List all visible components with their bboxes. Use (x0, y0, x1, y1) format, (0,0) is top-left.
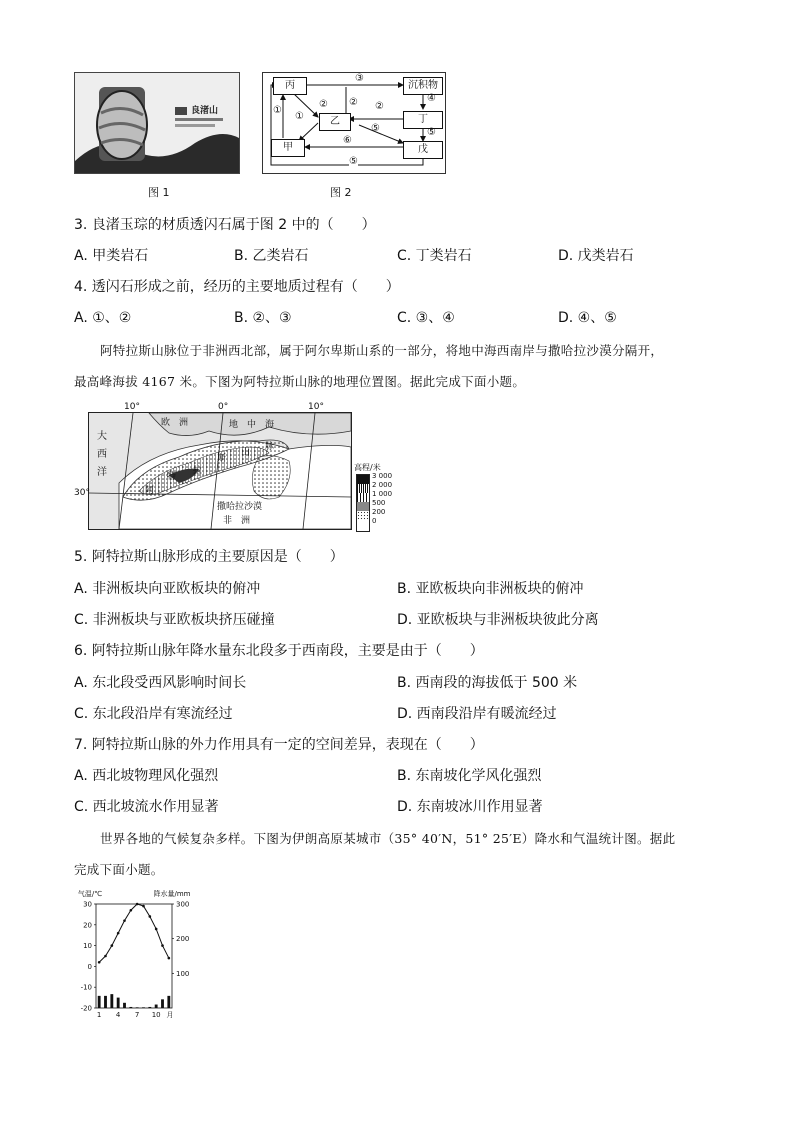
legend-swatches (356, 474, 370, 532)
box-jia (271, 139, 305, 157)
question-3-stem: 3. 良渚玉琮的材质透闪石属于图 2 中的（ ） (74, 217, 376, 233)
box-wu-label: 戊 (418, 144, 428, 155)
map-africa-label: 非 洲 (223, 516, 251, 526)
map-lon-label-2: 0° (218, 402, 229, 412)
arrow-label-3: ③ (355, 73, 364, 84)
temperature-point (130, 909, 133, 912)
question-7-stem: 7. 阿特拉斯山脉的外力作用具有一定的空间差异，表现在（ ） (74, 737, 484, 753)
chart-frame (96, 904, 172, 1008)
left-tick-label: -20 (80, 1004, 92, 1013)
question-6-stem: 6. 阿特拉斯山脉年降水量东北段多于西南段，主要是由于（ ） (74, 643, 484, 659)
temperature-point (117, 932, 120, 935)
map-lon-label-3: 10° (308, 402, 324, 412)
question-7-option-a[interactable]: A. 西北坡物理风化强烈 (74, 768, 219, 784)
map-sahara-label: 撒哈拉沙漠 (217, 499, 262, 512)
right-tick-label: 300 (176, 900, 190, 909)
legend-value-2000: 2 000 (372, 481, 393, 489)
logo-subtext (175, 124, 215, 127)
temperature-point (161, 944, 164, 947)
box-chenji (403, 77, 443, 95)
map-atlantic-label-3: 洋 (97, 467, 107, 478)
box-ding-label: 丁 (418, 114, 428, 125)
question-4-option-b[interactable]: B. ②、③ (234, 310, 292, 326)
precip-bar (167, 996, 170, 1008)
temperature-point (104, 955, 107, 958)
temperature-line (99, 904, 169, 962)
question-5-option-d[interactable]: D. 亚欧板块与非洲板块彼此分离 (397, 612, 599, 628)
right-axis-title: 降水量/mm (153, 890, 191, 898)
precip-bar (110, 994, 113, 1008)
arrow-label-2: ② (319, 99, 328, 110)
x-unit-label: 月 (166, 1011, 174, 1019)
legend-value-1000: 1 000 (372, 490, 393, 498)
left-tick-label: -10 (80, 983, 92, 992)
legend-value-0: 0 (372, 517, 377, 525)
atlas-map (88, 412, 352, 530)
left-tick-label: 20 (83, 921, 92, 930)
question-3-option-c[interactable]: C. 丁类岩石 (397, 248, 472, 264)
map-europe-label: 欧 洲 (161, 418, 189, 428)
map-mediterranean-label: 地 中 海 (229, 420, 275, 430)
precip-bar (117, 998, 120, 1008)
x-tick-label: 7 (134, 1011, 140, 1019)
question-6-option-c[interactable]: C. 东北段沿岸有寒流经过 (74, 706, 233, 722)
question-6-option-a[interactable]: A. 东北段受西风影响时间长 (74, 675, 247, 691)
temperature-point (155, 928, 158, 931)
temperature-point (111, 944, 114, 947)
arrow-label-2b: ② (349, 97, 358, 108)
question-6-option-b[interactable]: B. 西南段的海拔低于 500 米 (397, 675, 578, 691)
map-atlas-label-3: 拉 (193, 466, 203, 476)
figure-1 (74, 72, 240, 174)
left-tick-label: 0 (87, 962, 92, 971)
temperature-point (142, 905, 145, 908)
box-chenji-label: 沉积物 (408, 80, 438, 91)
precip-bar (161, 999, 164, 1008)
box-jia-label: 甲 (283, 142, 293, 153)
question-7-option-d[interactable]: D. 东南坡冰川作用显著 (397, 799, 543, 815)
left-tick-label: 30 (83, 900, 92, 909)
x-tick-label: 10 (151, 1011, 161, 1019)
map-atlas-label-1: 阿 (145, 486, 155, 496)
question-3-option-d[interactable]: D. 戊类岩石 (558, 248, 634, 264)
passage-1-line-1: 阿特拉斯山脉位于非洲西北部，属于阿尔卑斯山系的一部分，将地中海西南岸与撒哈拉沙漠分隔开， (100, 343, 664, 358)
logo-text: 良渚山 (191, 106, 219, 116)
map-atlas-label-6: 脉 (265, 442, 275, 452)
left-tick-label: 10 (83, 942, 92, 951)
precip-bar (129, 1007, 132, 1008)
logo-subtext (175, 118, 223, 121)
precip-bar (104, 996, 107, 1008)
map-lat-label: 30° (74, 488, 90, 498)
question-5-option-a[interactable]: A. 非洲板块向亚欧板块的俯冲 (74, 581, 261, 597)
box-wu (403, 141, 443, 159)
precip-bar (155, 1005, 158, 1008)
arrow-label-1: ① (273, 105, 282, 116)
map-lon-label-1: 10° (124, 402, 140, 412)
box-yi (319, 113, 351, 131)
x-tick-label: 4 (115, 1011, 121, 1019)
question-5-stem: 5. 阿特拉斯山脉形成的主要原因是（ ） (74, 549, 344, 565)
precip-bar (98, 996, 101, 1008)
arrow-label-2c: ② (375, 101, 384, 112)
legend-value-200: 200 (372, 508, 386, 516)
arrow-label-5b: ⑤ (371, 123, 380, 134)
box-bing (273, 77, 307, 95)
passage-1-line-2: 最高峰海拔 4167 米。下图为阿特拉斯山脉的地理位置图。据此完成下面小题。 (74, 374, 526, 389)
precip-bar (142, 1007, 145, 1008)
right-tick-label: 200 (176, 935, 190, 944)
question-6-option-d[interactable]: D. 西南段沿岸有暖流经过 (397, 706, 557, 722)
box-ding (403, 111, 443, 129)
map-atlas-label-2: 特 (167, 472, 177, 482)
question-4-option-c[interactable]: C. ③、④ (397, 310, 455, 326)
box-bing-label: 丙 (285, 80, 295, 91)
figure-1-caption: 图 1 (148, 186, 170, 199)
map-atlantic-label-2: 西 (97, 449, 107, 460)
temperature-point (98, 961, 101, 964)
left-axis-title: 气温/℃ (77, 890, 103, 898)
question-5-option-b[interactable]: B. 亚欧板块向非洲板块的俯冲 (397, 581, 584, 597)
precip-bar (148, 1007, 151, 1008)
map-legend (356, 462, 400, 530)
question-5-option-c[interactable]: C. 非洲板块与亚欧板块挤压碰撞 (74, 612, 275, 628)
legend-value-3000: 3 000 (372, 472, 393, 480)
arrow-label-5c: ⑤ (349, 156, 358, 167)
passage-2-line-2: 完成下面小题。 (74, 862, 164, 877)
question-4-option-d[interactable]: D. ④、⑤ (558, 310, 617, 326)
passage-2-line-1: 世界各地的气候复杂多样。下图为伊朗高原某城市（35° 40′N，51° 25′E）降水和气温统计图。据此 (100, 831, 676, 846)
legend-value-500: 500 (372, 499, 386, 507)
temperature-point (123, 919, 126, 922)
map-atlantic-label-1: 大 (97, 431, 107, 442)
question-7-option-c[interactable]: C. 西北坡流水作用显著 (74, 799, 219, 815)
temperature-point (149, 915, 152, 918)
precip-bar (123, 1003, 126, 1008)
question-4-stem: 4. 透闪石形成之前，经历的主要地质过程有（ ） (74, 279, 400, 295)
precip-bar (136, 1007, 139, 1008)
question-7-option-b[interactable]: B. 东南坡化学风化强烈 (397, 768, 542, 784)
arrow-label-5: ⑤ (427, 127, 436, 138)
question-3-option-a[interactable]: A. 甲类岩石 (74, 248, 149, 264)
map-atlas-label-4: 斯 (217, 454, 227, 464)
climate-chart-svg (72, 886, 196, 1026)
figure-2-caption: 图 2 (330, 186, 352, 199)
temperature-point (168, 957, 171, 960)
question-3-option-b[interactable]: B. 乙类岩石 (234, 248, 309, 264)
arrow-label-6: ⑥ (343, 135, 352, 146)
box-yi-label: 乙 (330, 116, 340, 127)
temperature-point (136, 903, 139, 906)
map-atlas-label-5: 山 (241, 448, 251, 458)
climate-chart (72, 886, 196, 1026)
jade-cong-photo (75, 73, 239, 173)
figure-2 (262, 72, 446, 174)
right-tick-label: 100 (176, 969, 190, 978)
question-4-option-a[interactable]: A. ①、② (74, 310, 132, 326)
legend-title: 高程/米 (354, 463, 381, 472)
arrow-label-1b: ① (295, 111, 304, 122)
arrow-label-4: ④ (427, 93, 436, 104)
x-tick-label: 1 (96, 1011, 102, 1019)
